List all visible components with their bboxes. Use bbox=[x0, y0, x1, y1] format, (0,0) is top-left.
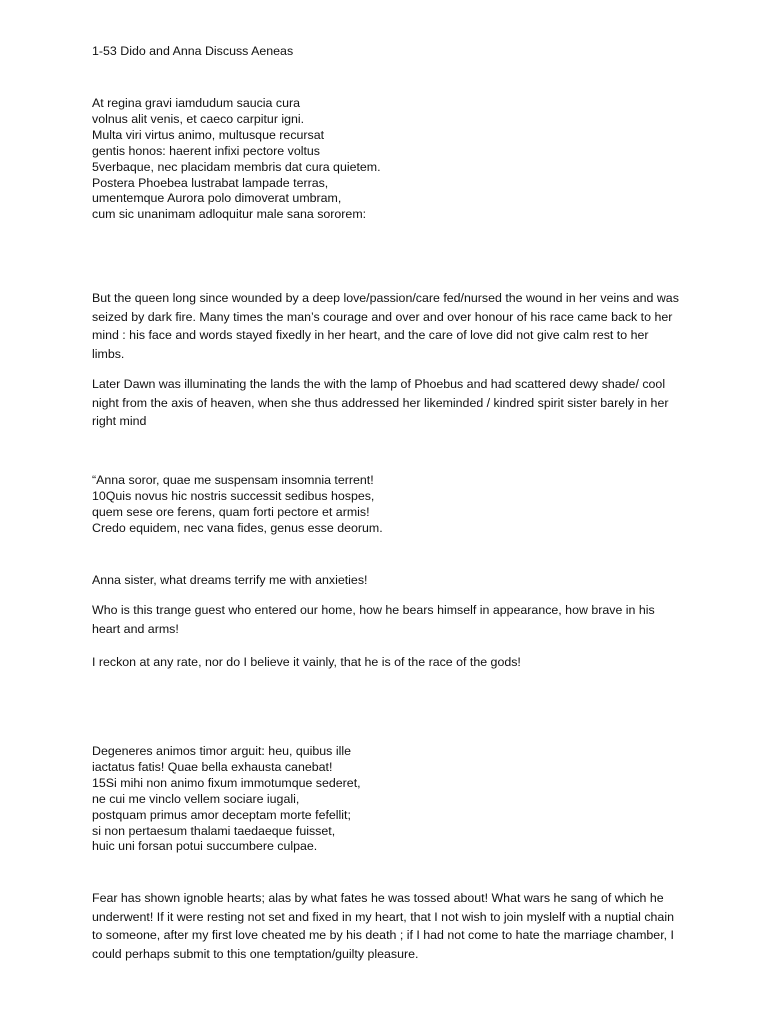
latin-passage-lines-13-19 bbox=[92, 744, 361, 855]
latin-line: “Anna soror, quae me suspensam insomnia terrent! bbox=[92, 473, 374, 487]
translation-paragraph: Who is this trange guest who entered our home, how he bears himself in appearance, how brave in his heart and arms! bbox=[92, 603, 655, 636]
latin-line: iactatus fatis! Quae bella exhausta canebat! bbox=[92, 759, 333, 774]
latin-line: postquam primus amor deceptam morte fefellit; bbox=[92, 807, 351, 822]
latin-line: Degeneres animos timor arguit: heu, quibus ille bbox=[92, 744, 351, 758]
translation-paragraph: Later Dawn was illuminating the lands the with the lamp of Phoebus and had scattered dewy shade/ cool night from the axis of heaven, when she thus addressed her likeminded / kindred spirit sister barely in her right mind bbox=[92, 377, 669, 429]
latin-line: Postera Phoebea lustrabat lampade terras, bbox=[92, 175, 329, 190]
translation-paragraph: Anna sister, what dreams terrify me with anxieties! bbox=[92, 573, 368, 587]
translation-paragraph: But the queen long since wounded by a deep love/passion/care fed/nursed the wound in her veins and was seized by dark fire. Many times the man’s courage and over and over honour of his race came back to her mind : his face and words stayed fixedly in her heart, and the care of love did not give calm rest to her limbs. bbox=[92, 291, 679, 362]
latin-line: volnus alit venis, et caeco carpitur igni. bbox=[92, 111, 305, 126]
latin-line: ne cui me vinclo vellem sociare iugali, bbox=[92, 791, 300, 806]
latin-line: cum sic unanimam adloquitur male sana sororem: bbox=[92, 207, 367, 222]
latin-passage-lines-1-8 bbox=[92, 96, 381, 223]
translation-paragraph: I reckon at any rate, nor do I believe it vainly, that he is of the race of the gods! bbox=[92, 655, 521, 669]
latin-line: quem sese ore ferens, quam forti pectore et armis! bbox=[92, 504, 370, 519]
latin-line: Multa viri virtus animo, multusque recursat bbox=[92, 127, 325, 142]
latin-line: huic uni forsan potui succumbere culpae. bbox=[92, 839, 318, 854]
latin-line: At regina gravi iamdudum saucia cura bbox=[92, 96, 300, 110]
latin-line: umentemque Aurora polo dimoverat umbram, bbox=[92, 191, 342, 206]
latin-line: 15Si mihi non animo fixum immotumque sederet, bbox=[92, 775, 361, 790]
latin-line: gentis honos: haerent infixi pectore voltus bbox=[92, 143, 320, 158]
latin-line: 5verbaque, nec placidam membris dat cura quietem. bbox=[92, 159, 381, 174]
latin-line: Credo equidem, nec vana fides, genus esse deorum. bbox=[92, 520, 383, 535]
latin-line: si non pertaesum thalami taedaeque fuisset, bbox=[92, 823, 336, 838]
translation-paragraph: Fear has shown ignoble hearts; alas by what fates he was tossed about! What wars he sang of which he underwent! If it were resting not set and fixed in my heart, that I not wish to join myslelf with a nuptial chain to someone, after my first love cheated me by his death ; if I had not come to hate the marriage chamber, I could perhaps submit to this one temptation/guilty pleasure. bbox=[92, 891, 674, 962]
document-title: 1-53 Dido and Anna Discuss Aeneas bbox=[92, 44, 294, 58]
latin-passage-lines-9-12 bbox=[92, 473, 383, 537]
latin-line: 10Quis novus hic nostris successit sedibus hospes, bbox=[92, 488, 375, 503]
